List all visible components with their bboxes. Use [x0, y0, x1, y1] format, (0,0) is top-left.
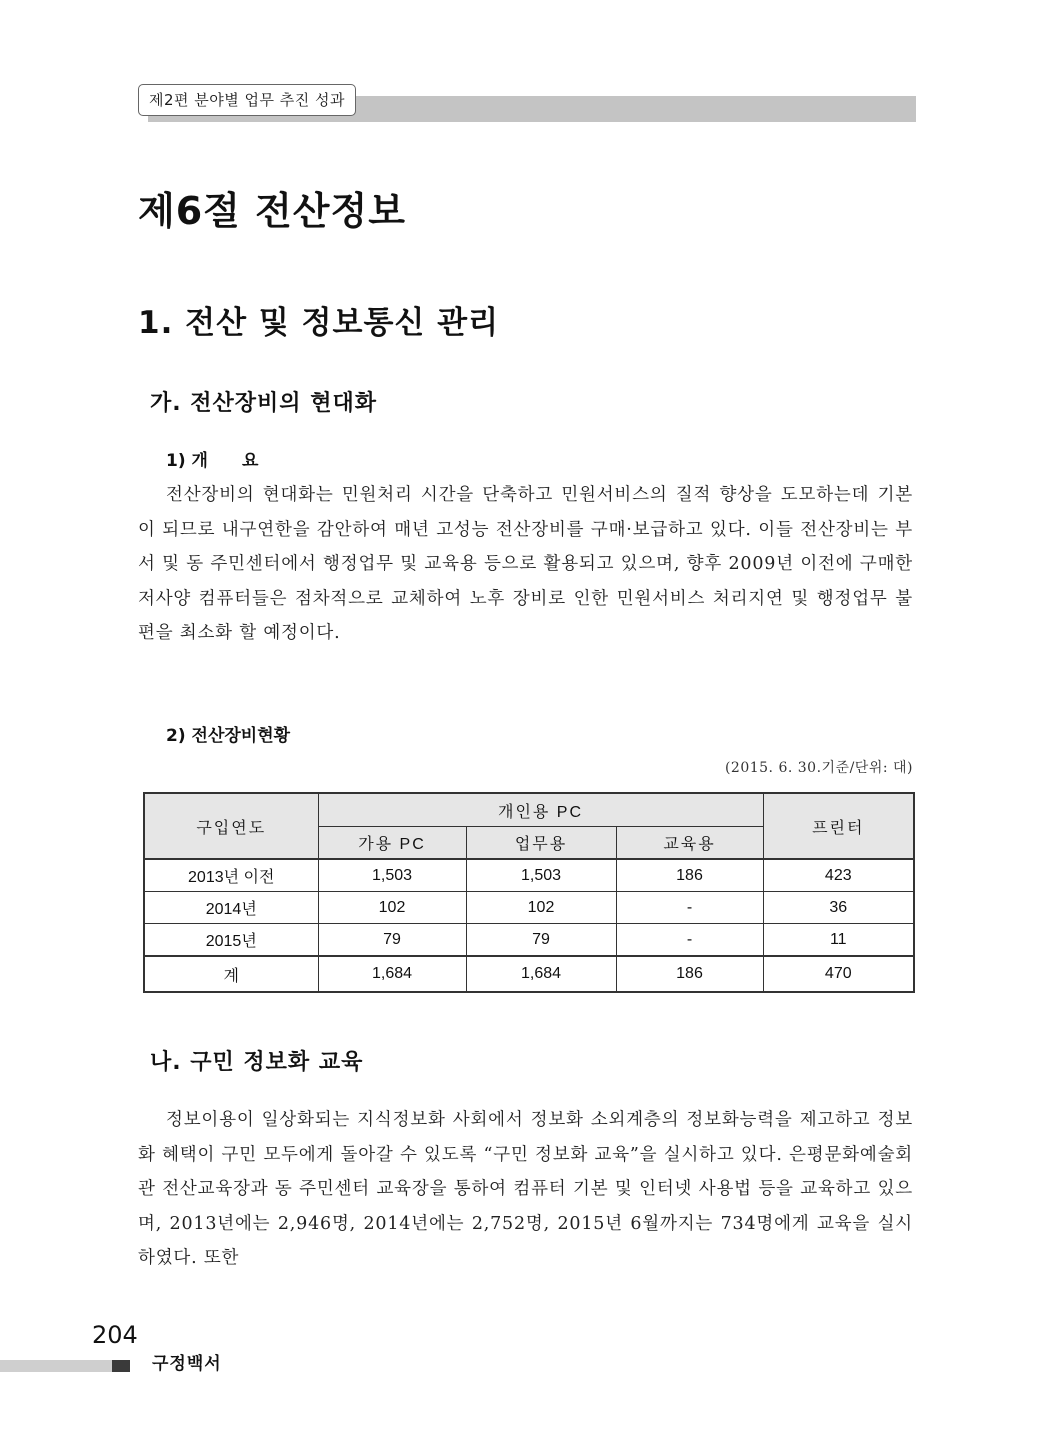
cell-printer: 36	[763, 892, 914, 924]
header-edu-pc: 교육용	[616, 827, 763, 860]
cell-year: 2013년 이전	[144, 859, 318, 892]
footer-marker	[112, 1360, 130, 1372]
cell-printer: 470	[763, 956, 914, 992]
header-available-pc: 가용 PC	[318, 827, 466, 860]
part-a-title: 가. 전산장비의 현대화	[150, 391, 377, 416]
page-number: 204	[92, 1321, 138, 1349]
cell-work: 1,684	[466, 956, 616, 992]
book-title: 구정백서	[152, 1354, 222, 1374]
cell-available: 102	[318, 892, 466, 924]
education-paragraph: 정보이용이 일상화되는 지식정보화 사회에서 정보화 소외계층의 정보화능력을 제고하고 정보화 혜택이 구민 모두에게 돌아갈 수 있도록 “구민 정보화 교육”을 실시하고 있다. 은평문화예술회관 전산교육장과 동 주민센터 교육장을 통하여 컴퓨터 기본 및 인터넷 사용법 등을 교육하고 있으며, 2013년에는 2,946명, 2014년에는 2,752명, 2015년 6월까지는 734명에게 교육을 실시하였다. 또한	[138, 1110, 913, 1268]
cell-available: 79	[318, 924, 466, 957]
cell-work: 102	[466, 892, 616, 924]
cell-printer: 423	[763, 859, 914, 892]
cell-edu: 186	[616, 956, 763, 992]
cell-work: 79	[466, 924, 616, 957]
cell-work: 1,503	[466, 859, 616, 892]
overview-heading: 1) 개 요	[166, 451, 259, 471]
table-row	[144, 859, 914, 892]
header-year: 구입연도	[144, 793, 318, 859]
table-total-row	[144, 956, 914, 992]
cell-printer: 11	[763, 924, 914, 957]
header-work-pc: 업무용	[466, 827, 616, 860]
header-printer: 프린터	[763, 793, 914, 859]
section-title: 제6절 전산정보	[138, 189, 406, 233]
footer-bar	[0, 1360, 112, 1372]
cell-edu: 186	[616, 859, 763, 892]
table-row	[144, 892, 914, 924]
chapter-label: 제2편 분야별 업무 추진 성과	[138, 84, 356, 116]
cell-edu: -	[616, 892, 763, 924]
overview-paragraph: 전산장비의 현대화는 민원처리 시간을 단축하고 민원서비스의 질적 향상을 도모하는데 기본이 되므로 내구연한을 감안하여 매년 고성능 전산장비를 구매·보급하고 있다. 이들 전산장비는 부서 및 동 주민센터에서 행정업무 및 교육용 등으로 활용되고 있으며, 향후 2009년 이전에 구매한 저사양 컴퓨터들은 점차적으로 교체하여 노후 장비로 인한 민원서비스 처리지연 및 행정업무 불편을 최소화 할 예정이다.	[138, 485, 913, 643]
cell-available: 1,503	[318, 859, 466, 892]
cell-available: 1,684	[318, 956, 466, 992]
table-row	[144, 924, 914, 957]
header-pc-group: 개인용 PC	[318, 793, 763, 827]
table-unit-note: (2015. 6. 30.기준/단위: 대)	[724, 760, 913, 776]
cell-edu: -	[616, 924, 763, 957]
subsection-title: 1. 전산 및 정보통신 관리	[138, 305, 500, 341]
equipment-table	[143, 792, 915, 993]
cell-year: 계	[144, 956, 318, 992]
cell-year: 2015년	[144, 924, 318, 957]
cell-year: 2014년	[144, 892, 318, 924]
part-b-title: 나. 구민 정보화 교육	[150, 1050, 364, 1075]
status-heading: 2) 전산장비현황	[166, 726, 291, 746]
